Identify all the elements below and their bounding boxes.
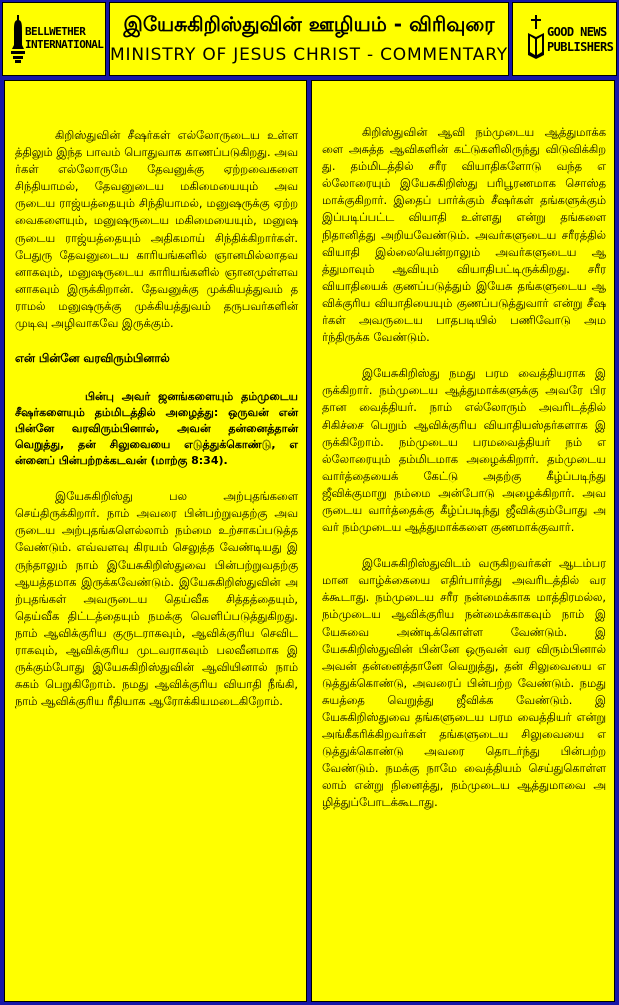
right-column [311, 80, 615, 1002]
logo-left-line1: BELLWETHER [25, 25, 86, 38]
left-paragraph-2: இயேசுகிறிஸ்து பல அற்புதங்களை செய்திருக்கிறார். நாம் அவரை பின்பற்றுவதற்கு அவருடைய அற்புதங்களெல்லாம் நம்மை உற்சாகப்படுத்த வேண்டும். எவ்வளவு கிரயம் செலுத்த வேண்டியது இருந்தாலும் நாம் இயேசுகிறிஸ்துவை பின்பற்றுவதற்கு ஆயத்தமாக இருக்கவேண்டும். இயேசுகிறிஸ்துவின் அற்புதங்கள் அவருடைய தெய்வீக சித்தத்தையும், தெய்வீக திட்டத்தையும் நமக்கு வெளிப்படுத்துகிறது. நாம் ஆவிக்குரிய குருடராகவும், ஆவிக்குரிய செவிடராகவும், ஆவிக்குரிய முடவராகவும் பலவீனமாக இருக்கும்போது இயேசுகிறிஸ்துவின் ஆவியினால் நாம் சுகம் பெறுகிறோம். நமது ஆவிக்குரிய வியாதி நீங்கி, நாம் ஆவிக்குரிய ரீதியாக ஆரோக்கியமடைகிறோம். [15, 489, 298, 709]
logo-left-line2: INTERNATIONAL [25, 38, 104, 51]
section-heading: என் பின்னே வரவிரும்பினால் [15, 351, 170, 366]
good-news-logo [512, 2, 617, 76]
right-paragraph-3: இயேசுகிறிஸ்துவிடம் வருகிறவர்கள் ஆடம்பரமான வாழ்க்கையை எதிர்பார்த்து அவரிடத்தில் வரக்கூடாது. நம்முடைய சரீர நன்மைக்காக மாத்திரமல்ல, நம்முடைய ஆவிக்குரிய நன்மைக்காகவும் நாம் இயேசுவை அண்டிக்கொள்ள வேண்டும். இயேசுகிறிஸ்துவின் பின்னே ஒருவன் வர விரும்பினால் அவன் தன்னைத்தானே வெறுத்து, தன் சிலுவையை எடுத்துக்கொண்டு, அவரைப் பின்பற்ற வேண்டும். நமது சுயத்தை வெறுத்து ஜீவிக்க வேண்டும். இயேசுகிறிஸ்துவை தங்களுடைய பரம வைத்தியர் என்று அங்கீகரிக்கிறவர்கள் தங்களுடைய சிலுவையை எடுத்துக்கொண்டு அவரை தொடர்ந்து பின்பற்ற வேண்டும். நமக்கு நாமே வைத்தியம் செய்துகொள்ளலாம் என்று நினைத்து, நம்முடைய ஆத்துமாவை அழித்துப்போடக்கூடாது. [322, 556, 606, 810]
logo-right-line2: PUBLISHERS [547, 40, 614, 54]
left-paragraph-1: கிறிஸ்துவின் சீஷர்கள் எல்லோருடைய உள்ளத்திலும் இந்த பாவம் பொதுவாக காணப்படுகிறது. அவர்கள் எல்லோருமே தேவனுக்கு ஏற்றவைகளை சிந்தியாமல், தேவனுடைய மகிமையையும் அவருடைய ராஜ்யத்தையும் சிந்தியாமல், மனுஷருக்கு ஏற்றவைகளையும், மனுஷருடைய மகிமையையும், மனுஷருடைய ராஜ்யத்தையும் அதிகமாய் சிந்திக்கிறார்கள். பேதுரு தேவனுடைய காரியங்களில் ஞானமில்லாதவனாகவும், மனுஷருடைய காரியங்களில் ஞானமுள்ளவனாகவும் இருக்கிறான். தேவனுக்கு முக்கியத்துவம் தராமல் மனுஷருக்கு முக்கியத்துவம் தருபவர்களின் முடிவு அழிவாகவே இருக்கும். [15, 128, 298, 331]
left-column [4, 80, 307, 1002]
scripture-quote: பின்பு அவர் ஜனங்களையும் தம்முடைய சீஷர்களையும் தம்மிடத்தில் அழைத்து: ஒருவன் என் பின்னே வரவிரும்பினால், அவன் தன்னைத்தான் வெறுத்து, தன் சிலுவையை எடுத்துக்கொண்டு, என்னைப் பின்பற்றக்கடவன் (மாற்கு 8:34). [15, 390, 298, 468]
title-tamil: இயேசுகிறிஸ்துவின் ஊழியம் - விரிவுரை [123, 12, 495, 36]
title-english: MINISTRY OF JESUS CHRIST - COMMENTARY [110, 45, 508, 65]
right-paragraph-2: இயேசுகிறிஸ்து நமது பரம வைத்தியராக இருக்கிறார். நம்முடைய ஆத்துமாக்களுக்கு அவரே பிரதான வைத்தியர். நாம் எல்லோரும் அவரிடத்தில் சிகிச்சை பெறும் ஆவிக்குரிய வியாதியஸ்தர்களாக இருக்கிறோம். நம்முடைய பரமவைத்தியர் நம் எல்லோரையும் தம்மிடமாக அழைக்கிறார். தம்முடைய வார்த்தையைக் கேட்டு அதற்கு கீழ்ப்படிந்து ஜீவிக்குமாறு நம்மை அன்போடு அழைக்கிறார். அவருடைய வார்த்தைக்கு கீழ்ப்படிந்து ஜீவிக்கும்போது அவர் நம்முடைய ஆத்துமாக்களை குணமாக்குவார். [322, 366, 606, 535]
header-title-box [109, 2, 509, 76]
bellwether-logo [2, 2, 106, 76]
open-book-icon [527, 15, 545, 61]
bell-icon [11, 15, 25, 63]
right-paragraph-1: கிறிஸ்துவின் ஆவி நம்முடைய ஆத்துமாக்களை அசுத்த ஆவிகளின் கட்டுகளிலிருந்து விடுவிக்கிறது. தம்மிடத்தில் சரீர வியாதிகளோடு வந்த எல்லோரையும் இயேசுகிறிஸ்து பரிபூரணமாக சொஸ்தமாக்குகிறார். இதைப் பார்க்கும் சீஷர்கள் தங்களுக்கும் இப்படிப்பட்ட வியாதி உள்ளது என்று தங்களை நிதானித்து அறியவேண்டும். அவர்களுடைய சரீரத்தில் வியாதி இல்லையென்றாலும் அவர்களுடைய ஆத்துமாவும் ஆவியும் வியாதிபட்டிருக்கிறது. சரீர வியாதியைக் குணப்படுத்தும் இயேசு தங்களுடைய ஆவிக்குரிய வியாதியையும் குணப்படுத்துவார் என்று சீஷர்கள் அவருடைய பாதபடியில் பணிவோடு அமர்ந்திருக்க வேண்டும். [322, 125, 606, 345]
logo-right-line1: GOOD NEWS [547, 25, 607, 39]
